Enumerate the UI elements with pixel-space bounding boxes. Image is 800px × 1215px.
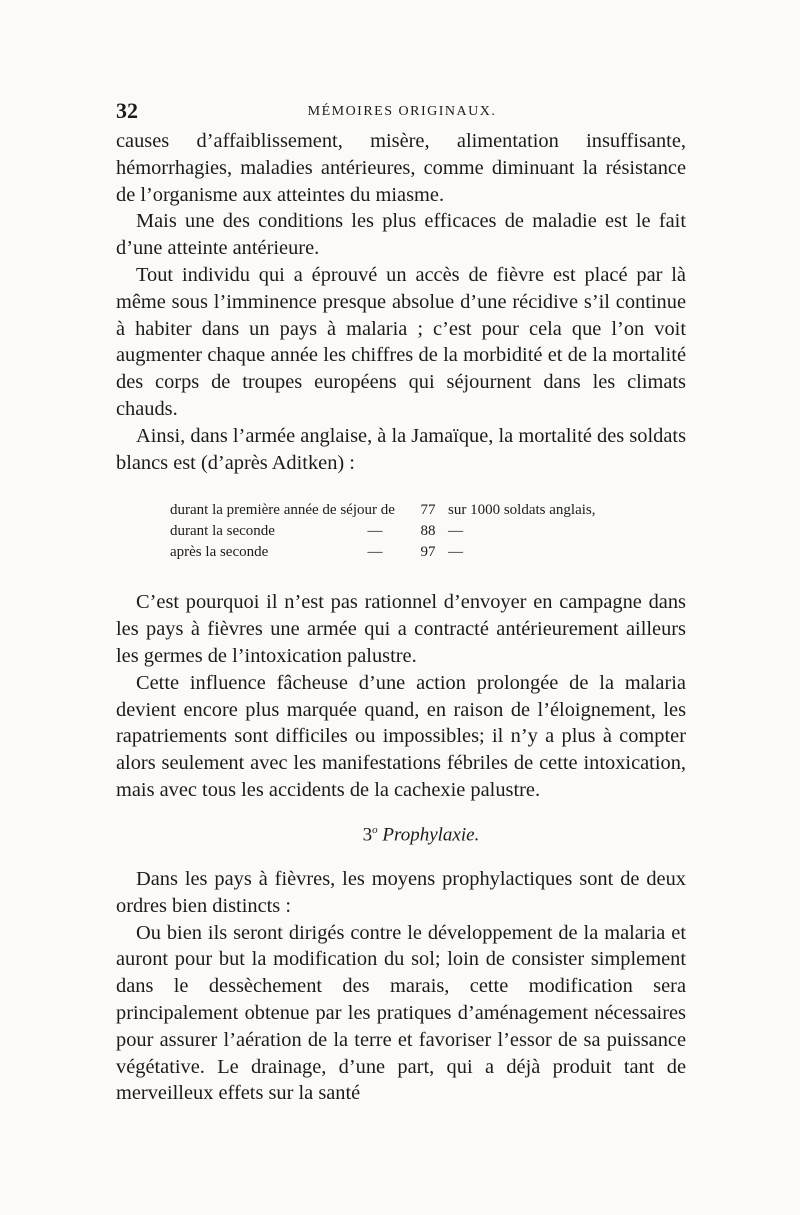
- row-unit: —: [448, 544, 463, 561]
- row-unit: sur 1000 soldats anglais,: [448, 502, 596, 519]
- page-number: 32: [116, 98, 138, 123]
- page-body: [116, 128, 686, 1107]
- paragraph: Ou bien ils seront dirigés contre le développement de la malaria et auront pour but la modification du sol; loin de consister simplement dans le dessèchement des marais, cette modification sera principalement obtenue par les pratiques d’aménagement nécessaires pour assurer l’aération de la terre et favoriser l’essor de sa puissance végétative. Le drainage, d’une part, qui a déjà produit tant de merveilleux effets sur la santé: [116, 921, 686, 1105]
- paragraph: Dans les pays à fièvres, les moyens prophylactiques sont de deux ordres bien distincts :: [116, 868, 686, 917]
- paragraph: Cette influence fâcheuse d’une action prolongée de la malaria devient encore plus marquée quand, en raison de l’éloignement, les rapatriements sont difficiles ou impossibles; il n’y a plus à compter alors seulement avec les manifestations fébriles de cette intoxication, mais avec tous les accidents de la cachexie palustre.: [116, 671, 686, 801]
- table-row: [170, 500, 650, 521]
- section-ordinal: o: [372, 823, 378, 836]
- paragraph: C’est pourquoi il n’est pas rationnel d’envoyer en campagne dans les pays à fièvres une armée qui a contracté antérieurement ailleurs les germes de l’intoxication palustre.: [116, 591, 686, 667]
- running-head: MÉMOIRES ORIGINAUX.: [307, 104, 497, 119]
- row-label: durant la seconde: [170, 523, 275, 540]
- paragraph: Mais une des conditions les plus efficaces de maladie est le fait d’une atteinte antérieure.: [116, 210, 686, 260]
- row-value: 77: [420, 502, 436, 519]
- row-value: 97: [420, 544, 436, 561]
- row-ditto: —: [367, 523, 383, 540]
- row-label: durant la première année de séjour de: [170, 502, 395, 519]
- row-unit: —: [448, 523, 463, 540]
- mortality-table: [170, 500, 650, 563]
- section-heading: [156, 824, 686, 846]
- paragraph: Tout individu qui a éprouvé un accès de fièvre est placé par là même sous l’imminence presque absolue d’une récidive s’il continue à habiter dans un pays à malaria ; c’est pour cela que l’on voit augmenter chaque année les chiffres de la morbidité et de la mortalité des corps de troupes européens qui séjournent dans les climats chauds.: [116, 263, 686, 420]
- row-ditto: —: [367, 544, 383, 561]
- paragraph: Ainsi, dans l’armée anglaise, à la Jamaïque, la mortalité des soldats blancs est (d’après Aditken) :: [116, 424, 686, 474]
- section-number: 3: [362, 824, 373, 846]
- section-title: Prophylaxie.: [382, 824, 480, 846]
- row-value: 88: [420, 523, 436, 540]
- table-row: [170, 542, 650, 563]
- table-row: [170, 521, 650, 542]
- row-label: après la seconde: [170, 544, 269, 561]
- paragraph: causes d’affaiblissement, misère, alimentation insuffisante, hémorrhagies, maladies antérieures, comme diminuant la résistance de l’organisme aux atteintes du miasme.: [116, 130, 686, 206]
- page-header: [116, 98, 688, 128]
